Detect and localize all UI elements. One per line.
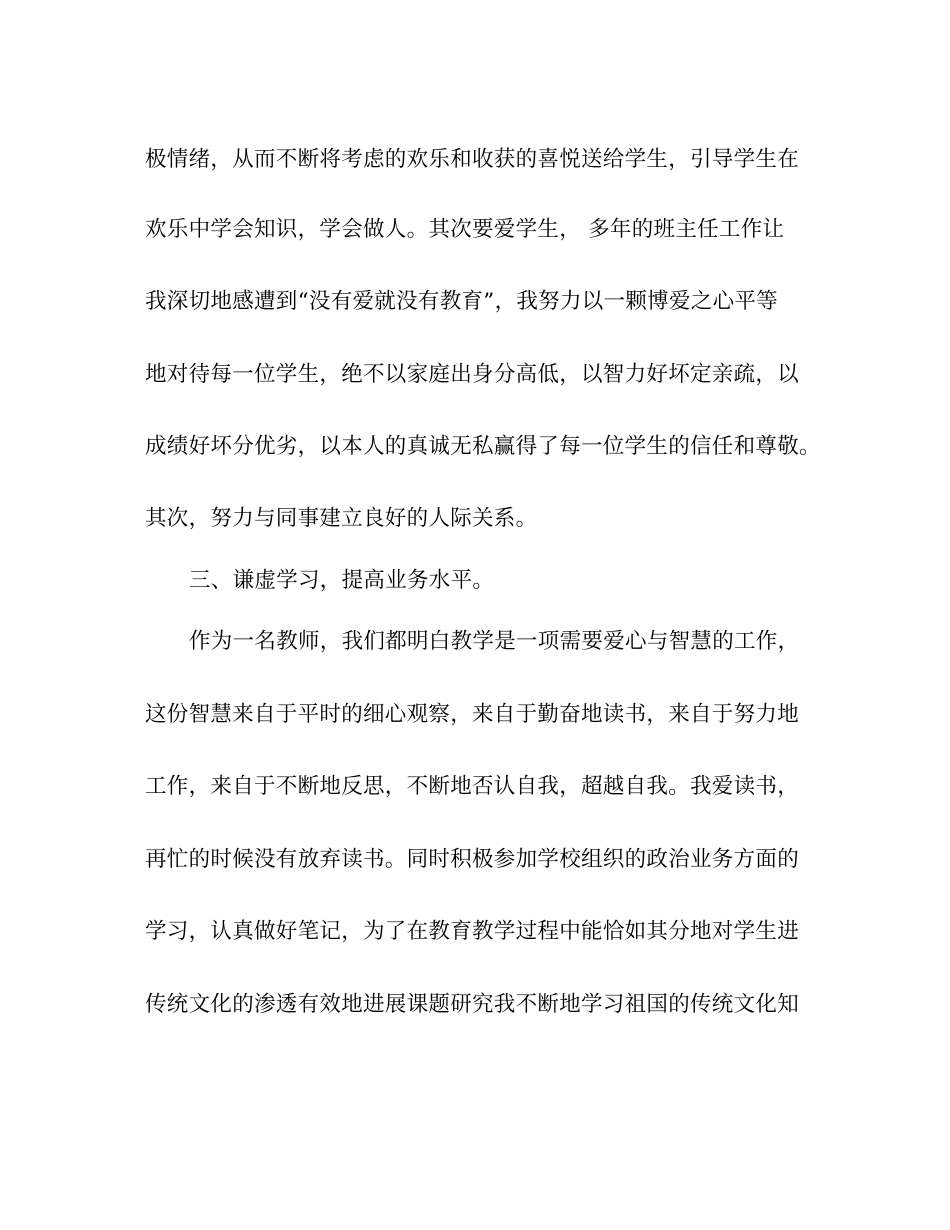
text-line: 成绩好坏分优劣，以本人的真诚无私赢得了每一位学生的信任和尊敬。 (145, 434, 821, 459)
text-line: 我深切地感遭到“没有爱就没有教育”，我努力以一颗博爱之心平等 (145, 289, 778, 314)
paragraph-first-line: 作为一名教师，我们都明白教学是一项需要爱心与智慧的工作， (189, 629, 800, 654)
text-line: 这份智慧来自于平时的细心观察，来自于勤奋地读书，来自于努力地 (145, 702, 800, 727)
text-line: 再忙的时候没有放弃读书。同时积极参加学校组织的政治业务方面的 (145, 847, 800, 872)
text-line: 其次，努力与同事建立良好的人际关系。 (145, 506, 538, 531)
text-line: 传统文化的渗透有效地进展课题研究我不断地学习祖国的传统文化知 (145, 992, 800, 1017)
text-line: 地对待每一位学生，绝不以家庭出身分高低，以智力好坏定亲疏，以 (145, 362, 800, 387)
text-line: 学习，认真做好笔记，为了在教育教学过程中能恰如其分地对学生进 (145, 919, 800, 944)
text-line: 欢乐中学会知识，学会做人。其次要爱学生， 多年的班主任工作让 (145, 217, 785, 242)
section-heading: 三、谦虚学习，提高业务水平。 (189, 568, 495, 593)
text-line: 工作，来自于不断地反思，不断地否认自我，超越自我。我爱读书， (145, 774, 800, 799)
text-line: 极情绪，从而不断将考虑的欢乐和收获的喜悦送给学生，引导学生在 (145, 147, 800, 172)
